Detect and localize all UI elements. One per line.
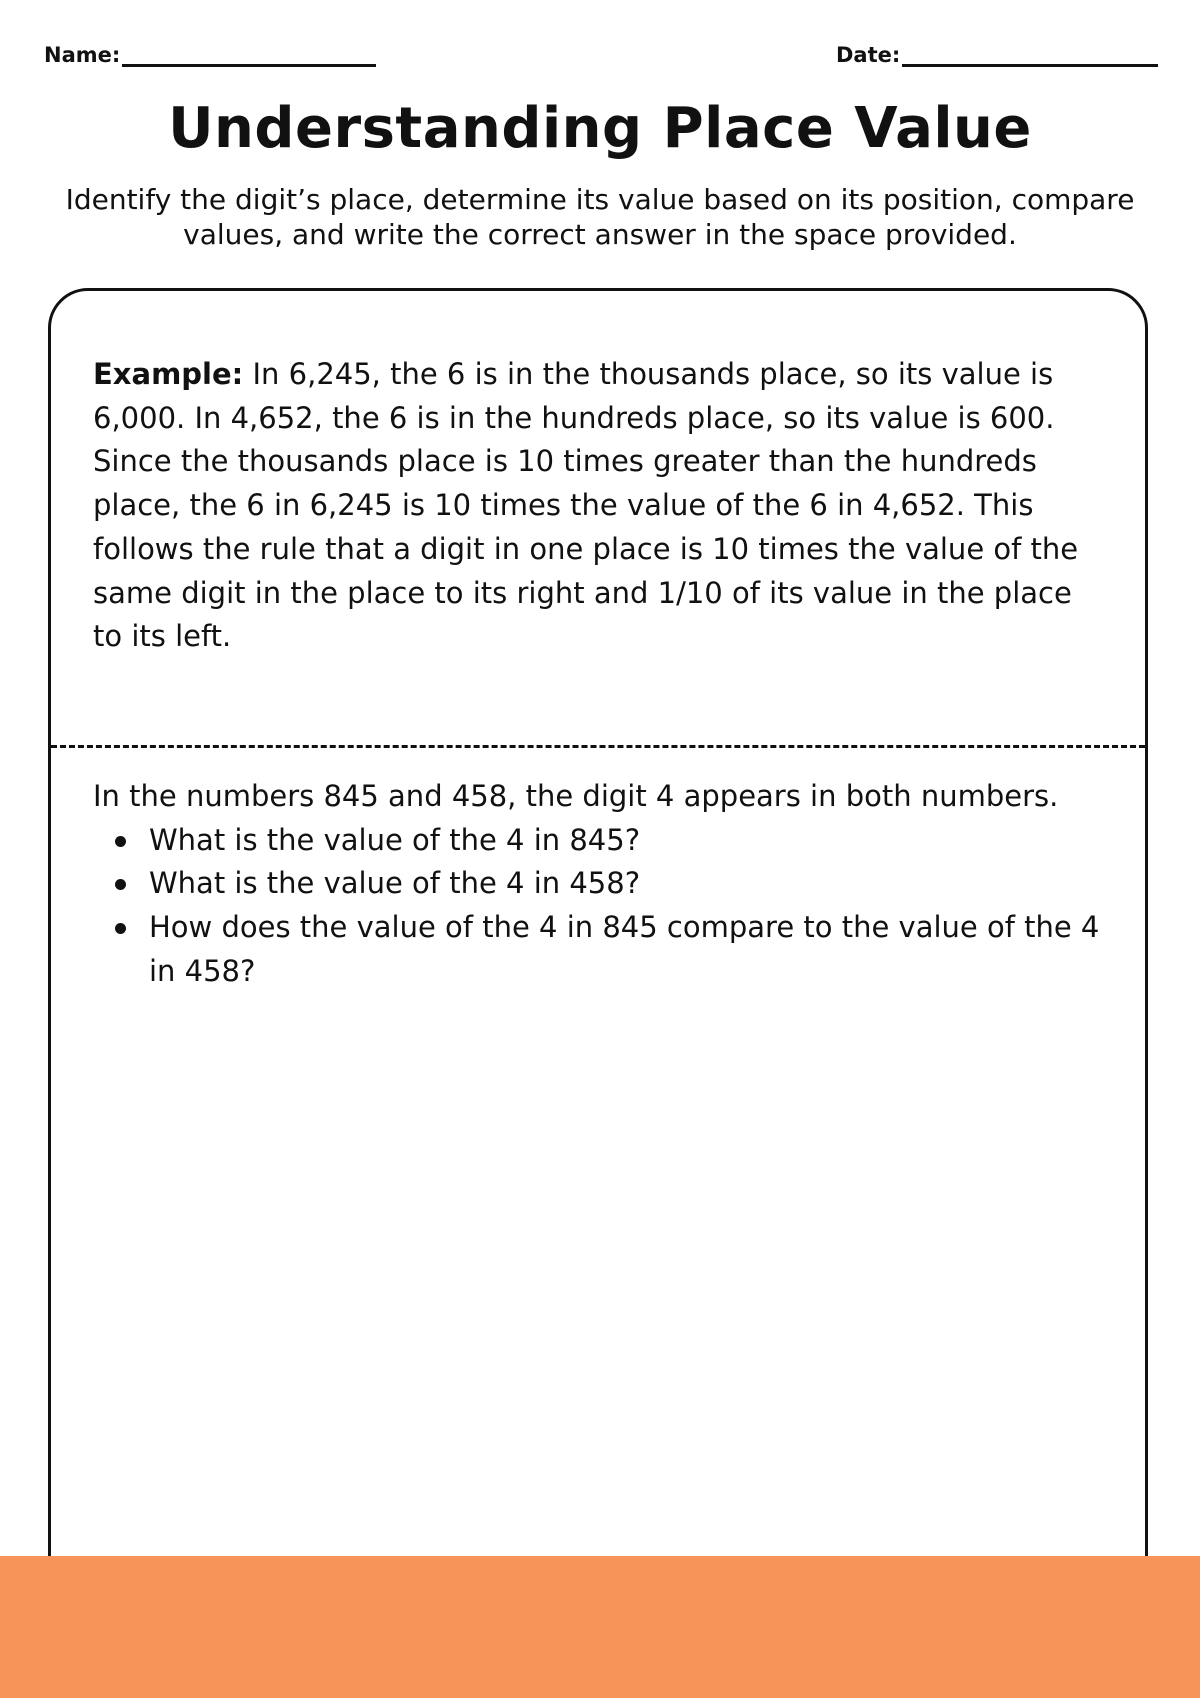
question-item-text: What is the value of the 4 in 458? xyxy=(149,866,641,901)
example-text: In 6,245, the 6 is in the thousands place, so its value is 6,000. In 4,652, the 6 is in the hundreds place, so its value is 600. Since the thousands place is 10 times greater than the hundreds place, the 6 in 6,245 is 10 times the value of the 6 in 4,652. This follows the rule that a digit in one place is 10 times the value of the same digit in the place to its right and 1/10 of its value in the place to its left. xyxy=(93,357,1079,654)
footer-band xyxy=(0,1556,1200,1698)
bullet-icon xyxy=(115,879,126,890)
question-list xyxy=(93,819,1123,994)
worksheet-header xyxy=(0,42,1200,72)
example-paragraph xyxy=(93,353,1093,659)
question-block xyxy=(93,775,1123,994)
date-label: Date: xyxy=(836,43,901,67)
dashed-divider xyxy=(51,745,1145,748)
question-intro: In the numbers 845 and 458, the digit 4 appears in both numbers. xyxy=(93,779,1059,813)
bullet-icon xyxy=(115,923,126,934)
question-item xyxy=(149,862,1123,906)
question-item-text: What is the value of the 4 in 845? xyxy=(149,822,641,857)
question-item xyxy=(149,906,1123,993)
question-item xyxy=(149,819,1123,863)
name-line[interactable] xyxy=(122,42,376,67)
name-field[interactable] xyxy=(44,42,376,67)
date-field[interactable] xyxy=(836,42,1158,67)
date-line[interactable] xyxy=(902,42,1158,67)
instructions: Identify the digit’s place, determine its value based on its position, compare values, and write the correct answer in the space provided. xyxy=(65,183,1135,251)
worksheet-box xyxy=(48,288,1148,1698)
bullet-icon xyxy=(115,836,126,847)
page-title: Understanding Place Value xyxy=(168,96,1032,161)
name-label: Name: xyxy=(44,43,121,67)
question-item-text: How does the value of the 4 in 845 compare to the value of the 4 in 458? xyxy=(149,910,1100,988)
example-label: Example: xyxy=(93,357,244,391)
